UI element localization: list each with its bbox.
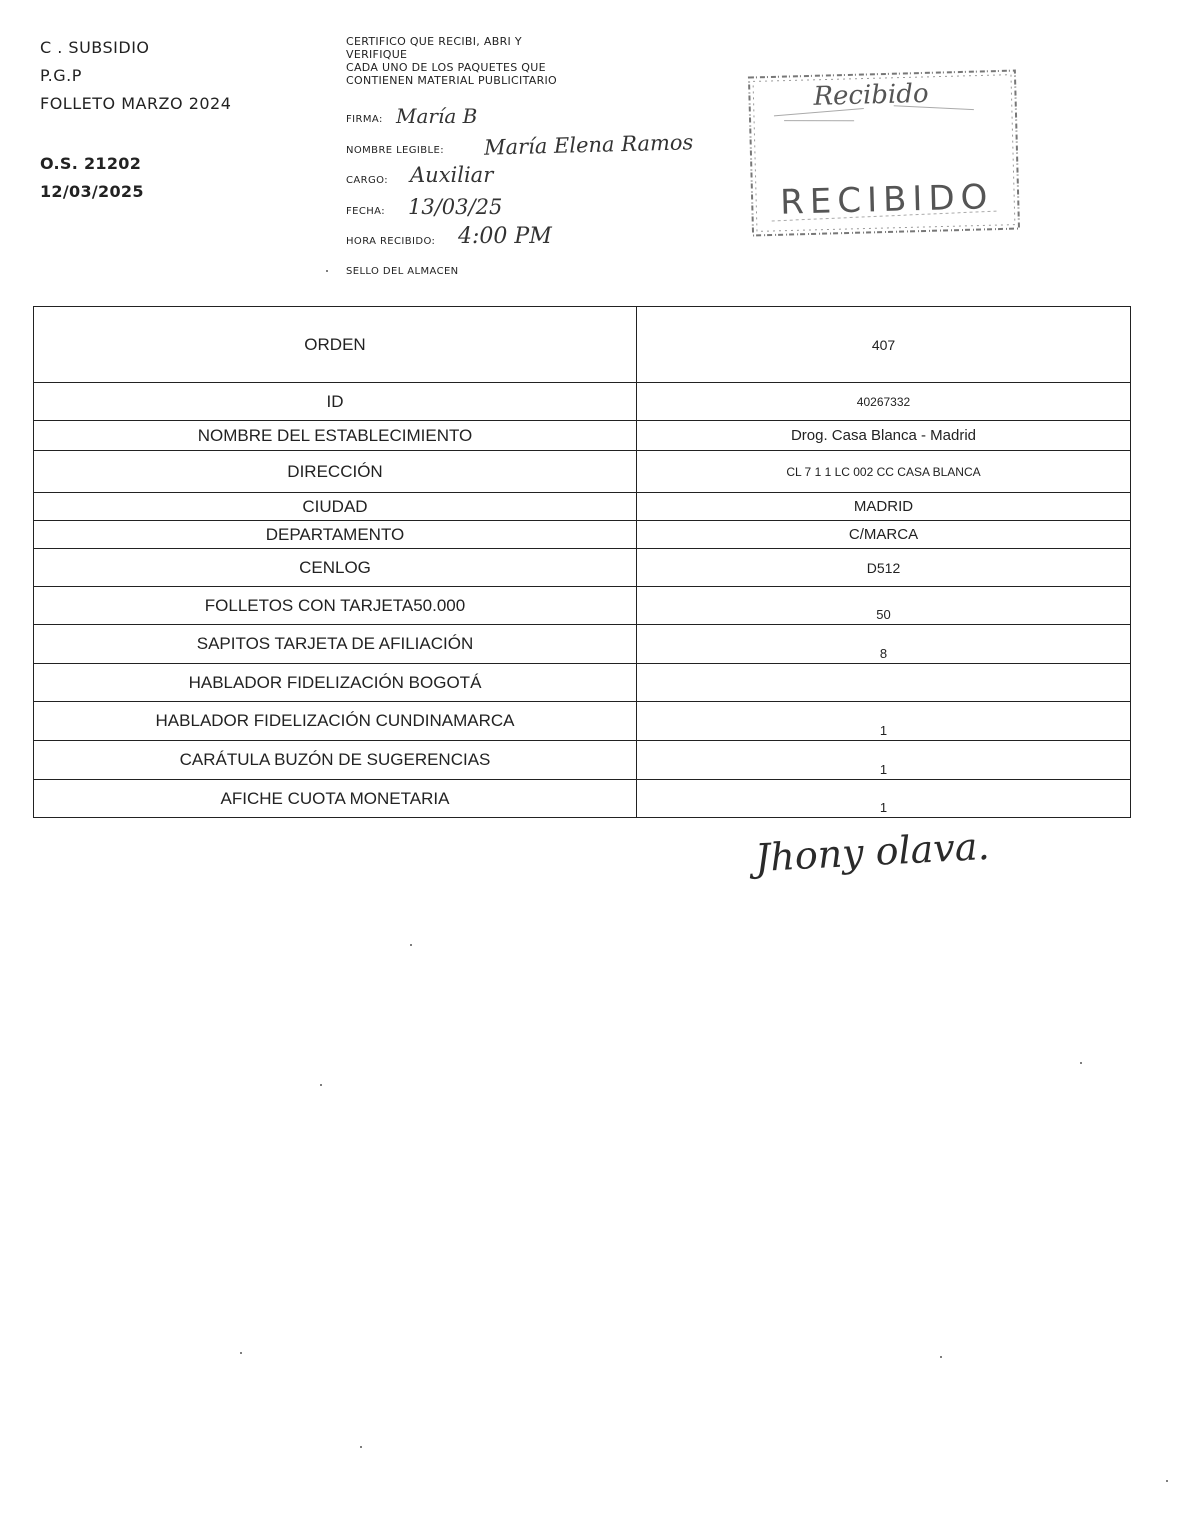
header-line-2: P.G.P (40, 66, 82, 85)
cert-line-1: CERTIFICO QUE RECIBI, ABRI Y (346, 35, 522, 48)
table-row (34, 451, 1131, 493)
fecha-label: FECHA: (346, 206, 386, 217)
row-label-sapitos: SAPITOS TARJETA DE AFILIACIÓN (34, 625, 637, 664)
header-line-3: FOLLETO MARZO 2024 (40, 94, 232, 113)
row-value-sapitos: 8 (637, 625, 1131, 664)
row-value-establecimiento: Drog. Casa Blanca - Madrid (637, 421, 1131, 451)
os-number: O.S. 21202 (40, 154, 142, 173)
row-label-orden: ORDEN (34, 307, 637, 383)
cert-line-4: CONTIENEN MATERIAL PUBLICITARIO (346, 74, 558, 87)
table-row (34, 587, 1131, 625)
cert-line-3: CADA UNO DE LOS PAQUETES QUE (346, 61, 546, 74)
cert-line-2: VERIFIQUE (346, 48, 408, 61)
certificate-text (346, 35, 557, 87)
firma-handwritten: María B (396, 104, 478, 128)
table-row (34, 383, 1131, 421)
row-label-folletos: FOLLETOS CON TARJETA50.000 (34, 587, 637, 625)
nombre-handwritten: María Elena Ramos (483, 130, 694, 160)
row-value-folletos: 50 (637, 587, 1131, 625)
scan-speck (240, 1352, 242, 1354)
row-label-direccion: DIRECCIÓN (34, 451, 637, 493)
row-value-ciudad: MADRID (637, 493, 1131, 521)
handwritten-signature: Jhony olava. (754, 823, 991, 881)
scan-speck (320, 1084, 322, 1086)
table-row (34, 625, 1131, 664)
scan-speck (326, 270, 328, 272)
row-label-hablador-bogota: HABLADOR FIDELIZACIÓN BOGOTÁ (34, 664, 637, 702)
row-value-afiche: 1 (637, 780, 1131, 818)
row-value-hablador-cundinamarca: 1 (637, 702, 1131, 741)
cargo-label: CARGO: (346, 175, 388, 186)
row-value-caratula: 1 (637, 741, 1131, 780)
row-label-departamento: DEPARTAMENTO (34, 521, 637, 549)
table-row (34, 780, 1131, 818)
row-label-caratula: CARÁTULA BUZÓN DE SUGERENCIAS (34, 741, 637, 780)
hora-handwritten: 4:00 PM (458, 224, 552, 249)
table-row (34, 549, 1131, 587)
table-row (34, 493, 1131, 521)
row-value-id: 40267332 (637, 383, 1131, 421)
table-row (34, 307, 1131, 383)
table-row (34, 421, 1131, 451)
table-row (34, 521, 1131, 549)
stamp-top-text: Recibido (813, 78, 929, 112)
row-label-id: ID (34, 383, 637, 421)
row-value-cenlog: D512 (637, 549, 1131, 587)
header-line-1: C . SUBSIDIO (40, 38, 150, 57)
warehouse-stamp (743, 64, 1027, 243)
stamp-bottom-text: RECIBIDO (779, 177, 994, 223)
fecha-handwritten: 13/03/25 (408, 195, 503, 219)
header-left (40, 34, 231, 206)
header-date: 12/03/2025 (40, 182, 144, 201)
table-row (34, 702, 1131, 741)
order-table (33, 306, 1131, 818)
row-label-ciudad: CIUDAD (34, 493, 637, 521)
row-label-cenlog: CENLOG (34, 549, 637, 587)
firma-label: FIRMA: (346, 114, 383, 125)
scan-speck (410, 944, 412, 946)
row-value-hablador-bogota (637, 664, 1131, 702)
scan-speck (1080, 1062, 1082, 1064)
row-label-afiche: AFICHE CUOTA MONETARIA (34, 780, 637, 818)
scan-speck (360, 1446, 362, 1448)
cargo-handwritten: Auxiliar (410, 163, 494, 187)
sello-label: SELLO DEL ALMACEN (346, 266, 459, 277)
hora-label: HORA RECIBIDO: (346, 236, 436, 247)
row-value-departamento: C/MARCA (637, 521, 1131, 549)
scan-speck (1166, 1480, 1168, 1482)
row-value-orden: 407 (637, 307, 1131, 383)
nombre-label: NOMBRE LEGIBLE: (346, 145, 444, 156)
row-label-hablador-cundinamarca: HABLADOR FIDELIZACIÓN CUNDINAMARCA (34, 702, 637, 741)
table-row (34, 741, 1131, 780)
row-label-establecimiento: NOMBRE DEL ESTABLECIMIENTO (34, 421, 637, 451)
scan-speck (940, 1356, 942, 1358)
row-value-direccion: CL 7 1 1 LC 002 CC CASA BLANCA (637, 451, 1131, 493)
table-row (34, 664, 1131, 702)
